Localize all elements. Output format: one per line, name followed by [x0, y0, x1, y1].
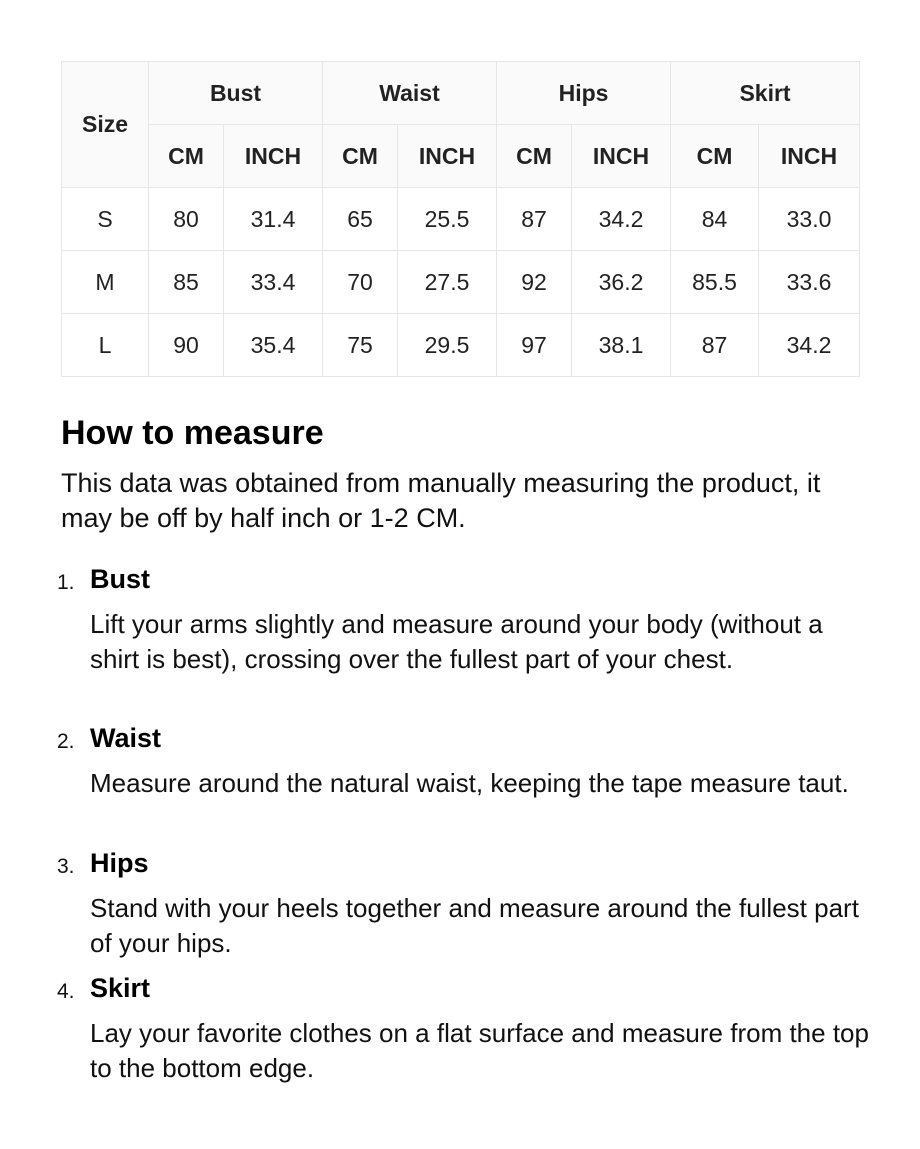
unit-header-bust-inch: INCH	[224, 125, 323, 188]
step-number: 2.	[57, 730, 75, 753]
table-cell: 80	[149, 188, 224, 251]
table-cell: 38.1	[572, 314, 671, 377]
table-cell: 75	[323, 314, 398, 377]
table-cell: 36.2	[572, 251, 671, 314]
step-number: 1.	[57, 571, 75, 594]
table-cell: 33.6	[759, 251, 860, 314]
unit-header-hips-inch: INCH	[572, 125, 671, 188]
table-cell: 33.4	[224, 251, 323, 314]
table-body	[62, 188, 860, 377]
unit-header-skirt-cm: CM	[671, 125, 759, 188]
step-title: Bust	[90, 564, 150, 594]
table-cell: 85	[149, 251, 224, 314]
table-cell: 34.2	[572, 188, 671, 251]
size-chart-table	[61, 61, 860, 377]
step-description: Measure around the natural waist, keeping the tape measure taut.	[90, 768, 849, 798]
unit-header-skirt-inch: INCH	[759, 125, 860, 188]
table-cell: 27.5	[398, 251, 497, 314]
section-title: How to measure	[61, 414, 324, 452]
table-cell: 35.4	[224, 314, 323, 377]
group-header-bust: Bust	[149, 62, 323, 125]
table-cell: 33.0	[759, 188, 860, 251]
step-title: Waist	[90, 723, 162, 753]
step-number: 4.	[57, 980, 75, 1003]
unit-header-bust-cm: CM	[149, 125, 224, 188]
table-cell: 84	[671, 188, 759, 251]
table-cell: 85.5	[671, 251, 759, 314]
size-cell: S	[62, 188, 149, 251]
table-cell: 25.5	[398, 188, 497, 251]
group-header-hips: Hips	[497, 62, 671, 125]
group-header-waist: Waist	[323, 62, 497, 125]
unit-header-waist-cm: CM	[323, 125, 398, 188]
table-cell: 70	[323, 251, 398, 314]
unit-header-hips-cm: CM	[497, 125, 572, 188]
table-header	[62, 62, 860, 188]
group-header-skirt: Skirt	[671, 62, 860, 125]
table-cell: 87	[497, 188, 572, 251]
size-column-header: Size	[62, 62, 149, 188]
table-row	[62, 251, 860, 314]
table-row	[62, 314, 860, 377]
step-description: Lay your favorite clothes on a flat surface and measure from the top to the bottom edge.	[90, 1018, 869, 1083]
table-cell: 34.2	[759, 314, 860, 377]
table-cell: 87	[671, 314, 759, 377]
table-cell: 92	[497, 251, 572, 314]
unit-header-waist-inch: INCH	[398, 125, 497, 188]
step-number: 3.	[57, 855, 75, 878]
intro-text: This data was obtained from manually measuring the product, it may be off by half inch or 1-2 CM.	[61, 468, 821, 533]
step-description: Stand with your heels together and measure around the fullest part of your hips.	[90, 893, 859, 958]
size-cell: M	[62, 251, 149, 314]
table-cell: 31.4	[224, 188, 323, 251]
table-cell: 65	[323, 188, 398, 251]
step-title: Hips	[90, 848, 149, 878]
table-cell: 97	[497, 314, 572, 377]
table-cell: 29.5	[398, 314, 497, 377]
table-row	[62, 188, 860, 251]
step-description: Lift your arms slightly and measure around your body (without a shirt is best), crossing over the fullest part of your chest.	[90, 609, 823, 674]
size-cell: L	[62, 314, 149, 377]
step-title: Skirt	[90, 973, 151, 1003]
table-cell: 90	[149, 314, 224, 377]
